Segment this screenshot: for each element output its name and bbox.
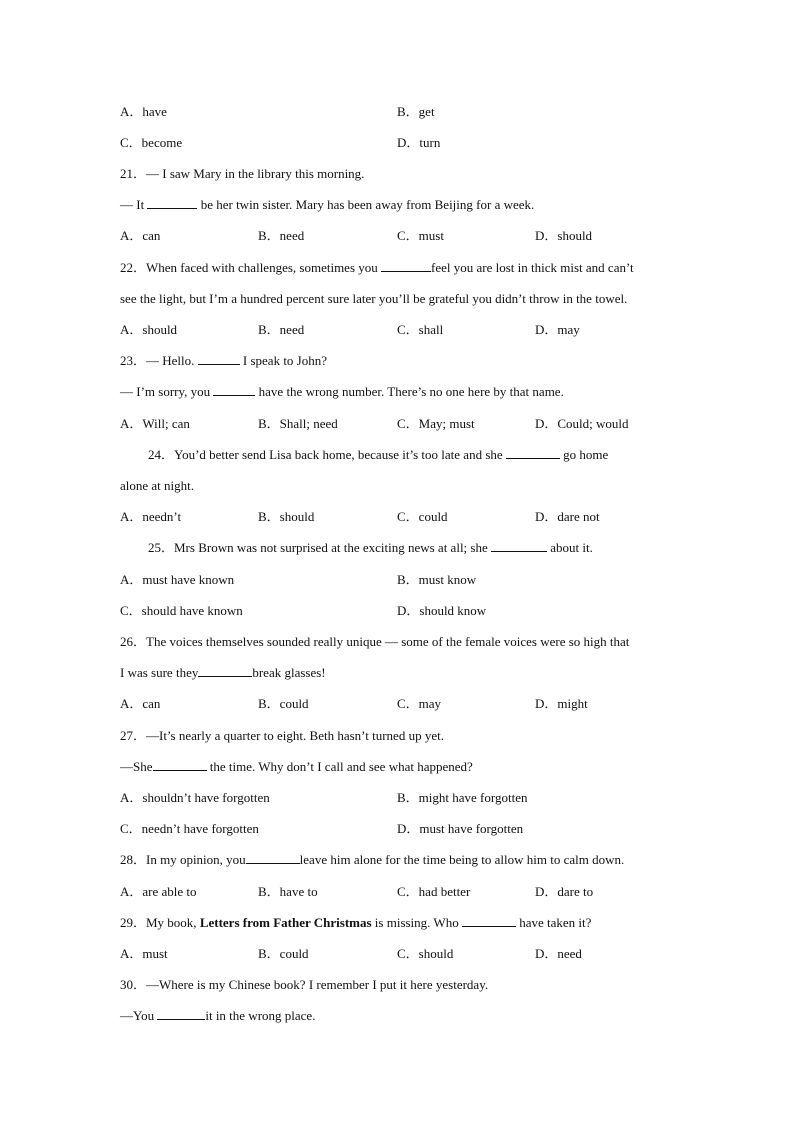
q20-option-d: D．turn xyxy=(397,135,441,150)
answer-blank xyxy=(462,915,516,927)
q21-option-d: D．should xyxy=(535,228,593,243)
q22-option-a: A．should xyxy=(120,322,178,337)
answer-blank xyxy=(381,260,431,272)
answer-blank xyxy=(147,197,197,209)
q23-option-b: B．Shall; need xyxy=(258,416,338,431)
q25-option-b: B．must know xyxy=(397,572,477,587)
q25-option-a: A．must have known xyxy=(120,572,235,587)
q24-stem-line1: 24．You’d better send Lisa back home, because it’s too late and she go home xyxy=(148,447,609,462)
q24-option-a: A．needn’t xyxy=(120,509,182,524)
q20-option-b: B．get xyxy=(397,104,435,119)
answer-blank xyxy=(157,1008,205,1020)
q24-option-d: D．dare not xyxy=(535,509,600,524)
q22-option-d: D．may xyxy=(535,322,580,337)
q30-stem-line2: —You it in the wrong place. xyxy=(120,1008,316,1023)
q21-stem-line2: — It be her twin sister. Mary has been away from Beijing for a week. xyxy=(120,197,535,212)
q23-option-d: D．Could; would xyxy=(535,416,629,431)
q21-stem-line1: 21．— I saw Mary in the library this morning. xyxy=(120,166,365,181)
q27-option-b: B．might have forgotten xyxy=(397,790,528,805)
q25-stem-line1: 25．Mrs Brown was not surprised at the exciting news at all; she about it. xyxy=(148,540,593,555)
q26-option-d: D．might xyxy=(535,696,588,711)
book-title: Letters from Father Christmas xyxy=(199,915,372,930)
q27-option-a: A．shouldn’t have forgotten xyxy=(120,790,270,805)
q21-option-b: B．need xyxy=(258,228,305,243)
q29-option-c: C．should xyxy=(397,946,454,961)
q28-option-c: C．had better xyxy=(397,884,471,899)
q27-option-c: C．needn’t have forgotten xyxy=(120,821,259,836)
q29-option-a: A．must xyxy=(120,946,168,961)
q29-stem-line1: 29．My book, Letters from Father Christmas is missing. Who have taken it? xyxy=(120,915,592,930)
q29-option-b: B．could xyxy=(258,946,309,961)
answer-blank xyxy=(491,540,547,552)
q24-option-b: B．should xyxy=(258,509,315,524)
q24-stem-line2: alone at night. xyxy=(120,478,195,493)
answer-blank xyxy=(153,759,207,771)
q29-option-d: D．need xyxy=(535,946,582,961)
q26-option-a: A．can xyxy=(120,696,161,711)
q22-stem-line1: 22．When faced with challenges, sometimes you feel you are lost in thick mist and can’t xyxy=(120,260,634,275)
q28-option-d: D．dare to xyxy=(535,884,594,899)
q25-option-c: C．should have known xyxy=(120,603,243,618)
q20-option-a: A．have xyxy=(120,104,167,119)
q27-stem-line2: —She the time. Why don’t I call and see what happened? xyxy=(120,759,473,774)
q28-option-a: A．are able to xyxy=(120,884,197,899)
q27-option-d: D．must have forgotten xyxy=(397,821,524,836)
q21-option-a: A．can xyxy=(120,228,161,243)
q25-option-d: D．should know xyxy=(397,603,487,618)
q27-stem-line1: 27．—It’s nearly a quarter to eight. Beth hasn’t turned up yet. xyxy=(120,728,444,743)
q23-option-c: C．May; must xyxy=(397,416,475,431)
q22-stem-line2: see the light, but I’m a hundred percent sure later you’ll be grateful you didn’t throw in the towel. xyxy=(120,291,628,306)
q26-stem-line2: I was sure they break glasses! xyxy=(120,665,326,680)
answer-blank xyxy=(246,852,300,864)
answer-blank xyxy=(506,447,560,459)
q22-option-b: B．need xyxy=(258,322,305,337)
q30-stem-line1: 30．—Where is my Chinese book? I remember I put it here yesterday. xyxy=(120,977,489,992)
q22-option-c: C．shall xyxy=(397,322,444,337)
q23-stem-line1: 23．— Hello. I speak to John? xyxy=(120,353,328,368)
q28-option-b: B．have to xyxy=(258,884,318,899)
q28-stem-line1: 28．In my opinion, you leave him alone for the time being to allow him to calm down. xyxy=(120,852,625,867)
q23-option-a: A．Will; can xyxy=(120,416,190,431)
answer-blank xyxy=(213,384,255,396)
q23-stem-line2: — I’m sorry, you have the wrong number. There’s no one here by that name. xyxy=(120,384,564,399)
q26-stem-line1: 26．The voices themselves sounded really unique — some of the female voices were so high that xyxy=(120,634,630,649)
q24-option-c: C．could xyxy=(397,509,448,524)
answer-blank xyxy=(198,353,240,365)
q26-option-c: C．may xyxy=(397,696,442,711)
q20-option-c: C．become xyxy=(120,135,183,150)
q21-option-c: C．must xyxy=(397,228,444,243)
answer-blank xyxy=(198,665,252,677)
q26-option-b: B．could xyxy=(258,696,309,711)
